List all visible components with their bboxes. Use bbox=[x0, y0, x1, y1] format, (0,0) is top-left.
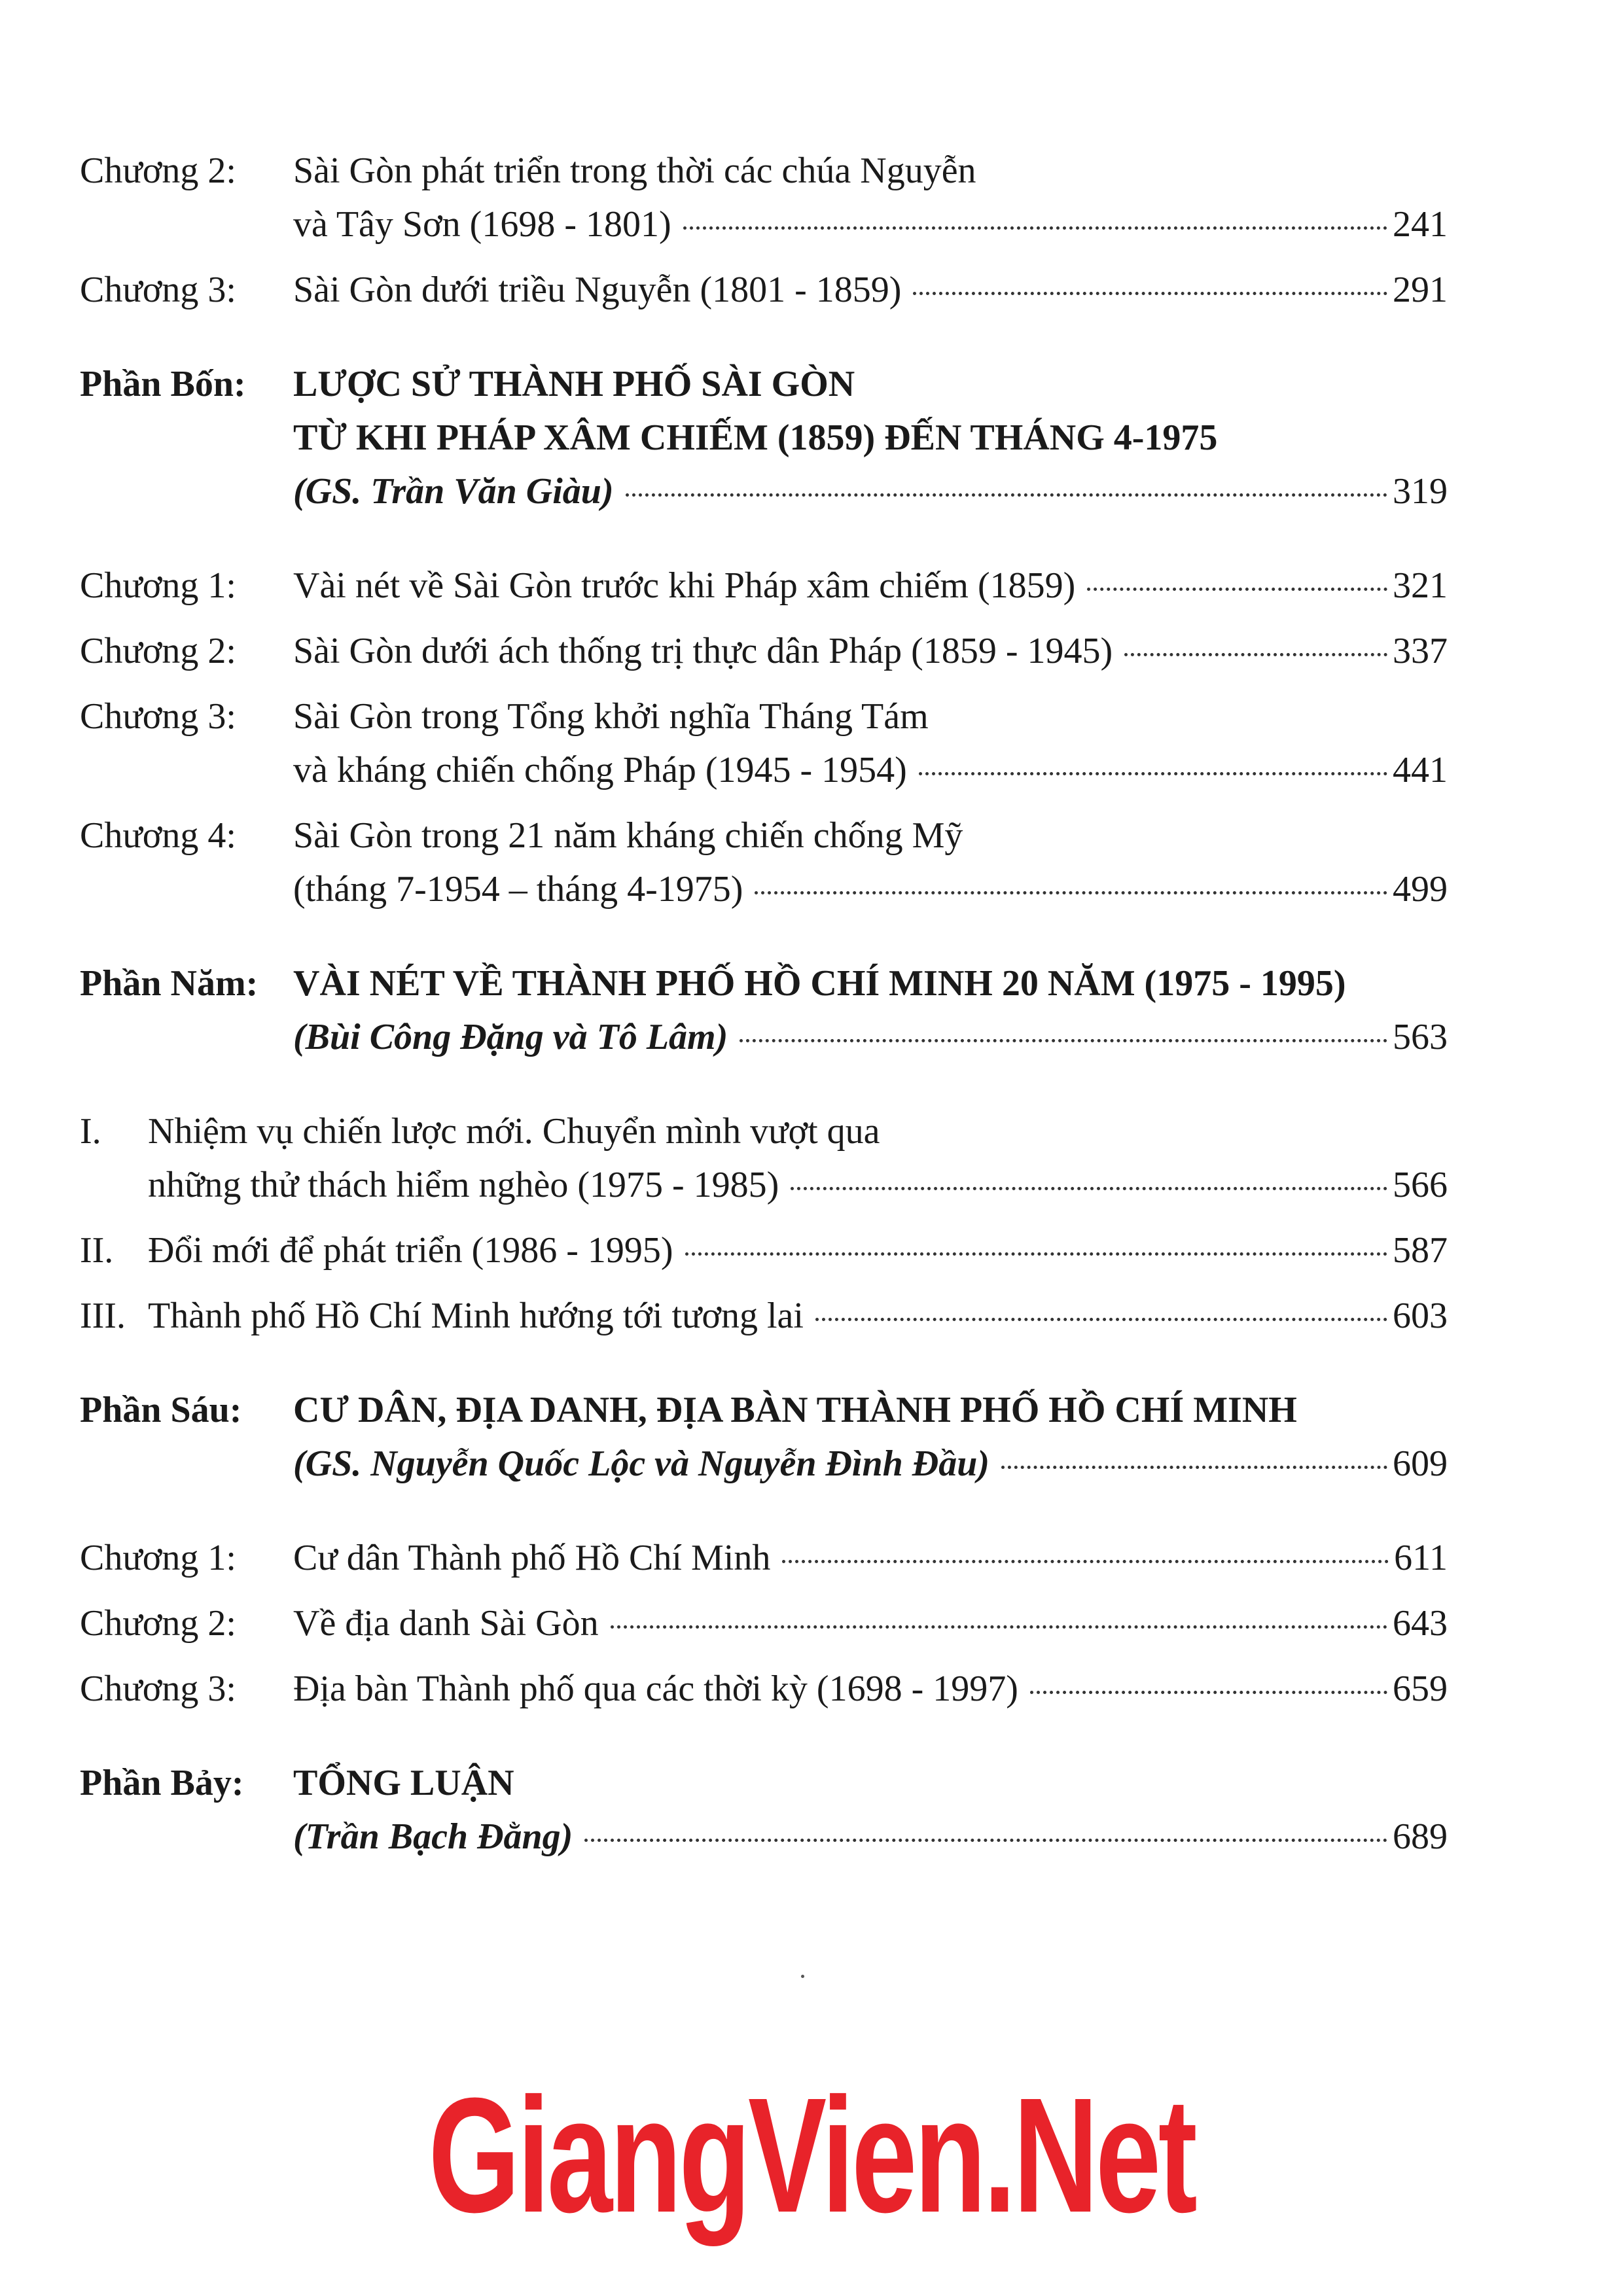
entry-title: Vài nét về Sài Gòn trước khi Pháp xâm chiếm (1859) bbox=[293, 565, 1076, 606]
entry-line bbox=[293, 465, 1448, 518]
page-number: 603 bbox=[1393, 1296, 1448, 1336]
page-number: 563 bbox=[1393, 1017, 1448, 1057]
entry-line bbox=[293, 1531, 1448, 1585]
entry-spacer bbox=[80, 1491, 1448, 1531]
entry-body bbox=[293, 357, 1448, 518]
entry-line bbox=[293, 809, 1448, 862]
entry-body bbox=[293, 1383, 1448, 1491]
entry-label: II. bbox=[80, 1230, 114, 1271]
entry-spacer bbox=[80, 797, 1448, 809]
entry-label: Chương 3: bbox=[80, 696, 236, 737]
entry-line bbox=[293, 1756, 1448, 1810]
table-of-contents bbox=[80, 144, 1448, 1863]
entry-line bbox=[293, 198, 1448, 251]
entry-label: Chương 4: bbox=[80, 815, 236, 856]
entry-label: Phần Năm: bbox=[80, 963, 259, 1004]
page-number: 611 bbox=[1394, 1538, 1448, 1578]
stray-mark bbox=[801, 1975, 804, 1978]
entry-spacer bbox=[80, 1064, 1448, 1104]
entry-title: Về địa danh Sài Gòn bbox=[293, 1603, 599, 1644]
entry-line bbox=[148, 1158, 1448, 1212]
entry-title: TỔNG LUẬN bbox=[293, 1763, 514, 1803]
toc-part-entry[interactable] bbox=[80, 357, 1448, 518]
entry-body bbox=[293, 1662, 1448, 1716]
toc-section-entry[interactable] bbox=[80, 1224, 1448, 1277]
entry-spacer bbox=[80, 612, 1448, 624]
entry-line bbox=[148, 1289, 1448, 1343]
entry-title: Đổi mới để phát triển (1986 - 1995) bbox=[148, 1230, 673, 1271]
toc-part-entry[interactable] bbox=[80, 1756, 1448, 1863]
entry-line bbox=[293, 1662, 1448, 1716]
entry-author: (Bùi Công Đặng và Tô Lâm) bbox=[293, 1017, 728, 1057]
dot-leader bbox=[1001, 1466, 1387, 1469]
entry-title: những thử thách hiểm nghèo (1975 - 1985) bbox=[148, 1165, 779, 1205]
entry-title: Sài Gòn trong 21 năm kháng chiến chống Mỹ bbox=[293, 815, 963, 856]
dot-leader bbox=[626, 493, 1387, 497]
entry-label: III. bbox=[80, 1296, 126, 1336]
entry-line bbox=[293, 1383, 1448, 1437]
page-number: 643 bbox=[1393, 1603, 1448, 1644]
entry-line bbox=[293, 559, 1448, 612]
entry-author: (Trần Bạch Đằng) bbox=[293, 1816, 573, 1857]
dot-leader bbox=[1030, 1691, 1387, 1694]
entry-title: Địa bàn Thành phố qua các thời kỳ (1698 - 1997) bbox=[293, 1669, 1018, 1709]
toc-chapter-entry[interactable] bbox=[80, 809, 1448, 916]
entry-line bbox=[293, 1010, 1448, 1064]
entry-spacer bbox=[80, 518, 1448, 559]
page-number: 291 bbox=[1393, 270, 1448, 310]
dot-leader bbox=[740, 1039, 1387, 1042]
entry-line bbox=[293, 263, 1448, 317]
dot-leader bbox=[755, 891, 1387, 894]
entry-body bbox=[293, 1756, 1448, 1863]
toc-part-entry[interactable] bbox=[80, 1383, 1448, 1491]
toc-part-entry[interactable] bbox=[80, 957, 1448, 1064]
entry-line bbox=[293, 743, 1448, 797]
entry-body bbox=[293, 559, 1448, 612]
page-number: 337 bbox=[1393, 631, 1448, 671]
entry-body bbox=[293, 624, 1448, 678]
entry-body bbox=[293, 1531, 1448, 1585]
entry-body bbox=[148, 1289, 1448, 1343]
page-number: 689 bbox=[1393, 1816, 1448, 1857]
entry-body bbox=[293, 144, 1448, 251]
entry-line bbox=[293, 1437, 1448, 1491]
dot-leader bbox=[919, 772, 1387, 775]
toc-section-entry[interactable] bbox=[80, 1104, 1448, 1212]
entry-label: Chương 2: bbox=[80, 150, 236, 191]
entry-line bbox=[293, 957, 1448, 1010]
entry-line bbox=[293, 411, 1448, 465]
entry-spacer bbox=[80, 1650, 1448, 1662]
entry-label: I. bbox=[80, 1111, 101, 1152]
page-number: 441 bbox=[1393, 750, 1448, 790]
entry-author: (GS. Trần Văn Giàu) bbox=[293, 471, 614, 512]
entry-title: và Tây Sơn (1698 - 1801) bbox=[293, 204, 671, 245]
dot-leader bbox=[782, 1560, 1389, 1563]
page-number: 587 bbox=[1393, 1230, 1448, 1271]
entry-body bbox=[293, 809, 1448, 916]
entry-spacer bbox=[80, 317, 1448, 357]
entry-title: (tháng 7-1954 – tháng 4-1975) bbox=[293, 869, 743, 910]
entry-line bbox=[148, 1224, 1448, 1277]
entry-line bbox=[293, 144, 1448, 198]
entry-label: Chương 1: bbox=[80, 1538, 236, 1578]
entry-body bbox=[293, 1597, 1448, 1650]
entry-label: Phần Sáu: bbox=[80, 1390, 242, 1430]
dot-leader bbox=[685, 1252, 1387, 1256]
dot-leader bbox=[611, 1625, 1387, 1629]
entry-spacer bbox=[80, 1343, 1448, 1383]
entry-line bbox=[293, 1597, 1448, 1650]
entry-title: Sài Gòn dưới ách thống trị thực dân Pháp (1859 - 1945) bbox=[293, 631, 1113, 671]
entry-spacer bbox=[80, 1585, 1448, 1597]
page-number: 241 bbox=[1393, 204, 1448, 245]
page-number: 321 bbox=[1393, 565, 1448, 606]
entry-line bbox=[148, 1104, 1448, 1158]
entry-title: Sài Gòn phát triển trong thời các chúa Nguyễn bbox=[293, 150, 976, 191]
entry-spacer bbox=[80, 251, 1448, 263]
entry-title: Thành phố Hồ Chí Minh hướng tới tương lai bbox=[148, 1296, 804, 1336]
entry-body bbox=[293, 957, 1448, 1064]
entry-line bbox=[293, 1810, 1448, 1863]
page-number: 659 bbox=[1393, 1669, 1448, 1709]
entry-spacer bbox=[80, 916, 1448, 957]
dot-leader bbox=[584, 1839, 1387, 1842]
toc-chapter-entry[interactable] bbox=[80, 624, 1448, 678]
page-number: 319 bbox=[1393, 471, 1448, 512]
entry-body bbox=[148, 1104, 1448, 1212]
toc-chapter-entry[interactable] bbox=[80, 559, 1448, 612]
entry-title: TỪ KHI PHÁP XÂM CHIẾM (1859) ĐẾN THÁNG 4-1975 bbox=[293, 417, 1218, 458]
entry-title: Cư dân Thành phố Hồ Chí Minh bbox=[293, 1538, 771, 1578]
entry-label: Phần Bốn: bbox=[80, 364, 246, 404]
entry-body bbox=[293, 263, 1448, 317]
page-number: 609 bbox=[1393, 1443, 1448, 1484]
entry-label: Phần Bảy: bbox=[80, 1763, 244, 1803]
page-number: 499 bbox=[1393, 869, 1448, 910]
entry-label: Chương 2: bbox=[80, 1603, 236, 1644]
entry-line bbox=[293, 690, 1448, 743]
entry-spacer bbox=[80, 1716, 1448, 1756]
entry-spacer bbox=[80, 678, 1448, 690]
entry-line bbox=[293, 862, 1448, 916]
entry-author: (GS. Nguyễn Quốc Lộc và Nguyễn Đình Đầu) bbox=[293, 1443, 990, 1484]
entry-title: CƯ DÂN, ĐỊA DANH, ĐỊA BÀN THÀNH PHỐ HỒ CHÍ MINH bbox=[293, 1390, 1297, 1430]
entry-title: Sài Gòn trong Tổng khởi nghĩa Tháng Tám bbox=[293, 696, 929, 737]
toc-section-entry[interactable] bbox=[80, 1289, 1448, 1343]
toc-chapter-entry[interactable] bbox=[80, 263, 1448, 317]
toc-chapter-entry[interactable] bbox=[80, 144, 1448, 251]
toc-chapter-entry[interactable] bbox=[80, 1662, 1448, 1716]
dot-leader bbox=[1087, 588, 1387, 591]
entry-label: Chương 1: bbox=[80, 565, 236, 606]
entry-body bbox=[148, 1224, 1448, 1277]
entry-spacer bbox=[80, 1212, 1448, 1224]
entry-label: Chương 2: bbox=[80, 631, 236, 671]
entry-line bbox=[293, 357, 1448, 411]
dot-leader bbox=[1124, 653, 1387, 656]
toc-chapter-entry[interactable] bbox=[80, 1531, 1448, 1585]
entry-title: VÀI NÉT VỀ THÀNH PHỐ HỒ CHÍ MINH 20 NĂM (1975 - 1995) bbox=[293, 963, 1346, 1004]
page-number: 566 bbox=[1393, 1165, 1448, 1205]
dot-leader bbox=[913, 292, 1387, 295]
toc-chapter-entry[interactable] bbox=[80, 1597, 1448, 1650]
entry-title: và kháng chiến chống Pháp (1945 - 1954) bbox=[293, 750, 907, 790]
entry-title: LƯỢC SỬ THÀNH PHỐ SÀI GÒN bbox=[293, 364, 855, 404]
dot-leader bbox=[791, 1187, 1387, 1190]
entry-title: Nhiệm vụ chiến lược mới. Chuyển mình vượt qua bbox=[148, 1111, 880, 1152]
entry-label: Chương 3: bbox=[80, 270, 236, 310]
entry-body bbox=[293, 690, 1448, 797]
dot-leader bbox=[683, 226, 1387, 230]
toc-chapter-entry[interactable] bbox=[80, 690, 1448, 797]
dot-leader bbox=[815, 1318, 1387, 1321]
entry-title: Sài Gòn dưới triều Nguyễn (1801 - 1859) bbox=[293, 270, 902, 310]
watermark-text: GiangVien.Net bbox=[428, 2064, 1195, 2246]
entry-label: Chương 3: bbox=[80, 1669, 236, 1709]
entry-line bbox=[293, 624, 1448, 678]
entry-spacer bbox=[80, 1277, 1448, 1289]
